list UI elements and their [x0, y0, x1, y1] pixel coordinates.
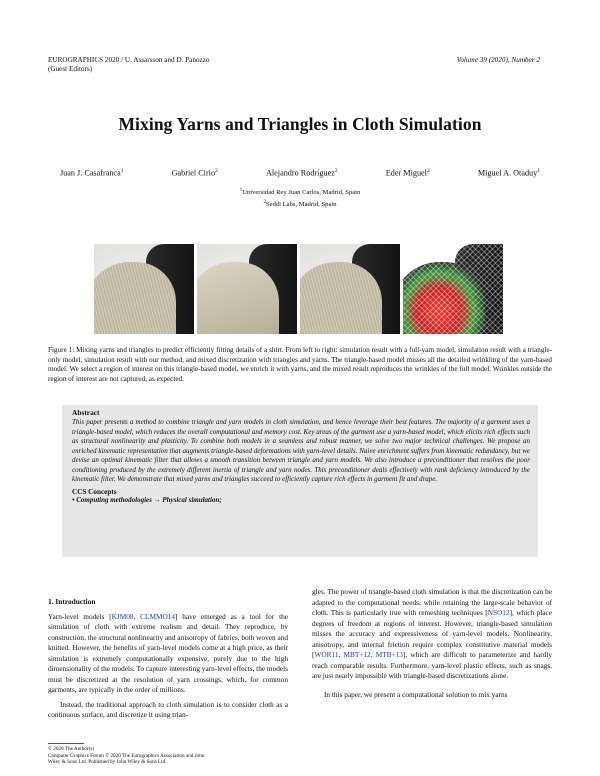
citation-link[interactable]: KJM08, CLMMO14 [111, 611, 176, 621]
figure-panel-full-yarn [94, 244, 194, 334]
intro-paragraph-3: In this paper, we present a computational solution to mix yarns [324, 689, 508, 699]
author: Juan J. Casafranca$^1$ [60, 168, 124, 178]
affiliation: $^2$Seddi Labs, Madrid, Spain [263, 199, 337, 208]
author: Gabriel Cirio$^2$ [171, 168, 218, 178]
abstract-text: This paper presents a method to combine triangle and yarn models in cloth simulation, and hence leverage their best features. The majority of a garment uses a triangle-based model, which reduces the overall computational and memory cost. Key areas of the garment use a yarn-based model, which elicits rich effects such as structural nonlinearity and plasticity. To combine both models in a seamless and robust manner, we solve two major technical challenges. We propose an enriched kinematic representation that augments triangle-based deformations with yarn-level details. Naive enrichment suffers from kinematic redundancy, but we devise an optimal kinematic filter that allows a smooth transition between triangle and yarn models. We also introduce a preconditioner that resolves the poor conditioning produced by the extremely different inertia of triangle and yarn nodes. This preconditioner deals effectively with rank deficiency introduced by the kinematic filter. We demonstrate that mixed yarns and triangles succeed to efficiently capture rich effects in garment fit and drape. [72, 418, 530, 483]
running-header-left [48, 56, 210, 74]
copyright-line: © 2020 The Author(s) [48, 746, 95, 752]
right-column [312, 587, 552, 700]
author: Alejandro Rodríguez$^2$ [265, 168, 338, 178]
figure-caption: Figure 1: Mixing yarns and triangles to predict efficiently fitting details of a shirt. From left to right: simulation result with a full-yarn model, simulation result with a triangle-only model, simulation result with our method, and mixed discretization with triangles and yarns. The triangle-based model misses all the detailed wrinkling of the yarn-based model. We select a region of interest on this triangle-based model, we enrich it with yarns, and the mixed result reproduces the wrinkles of the full model. Wrinkles outside the region of interest are not captured, as expected. [48, 346, 552, 384]
teaser-figure [94, 244, 503, 334]
copyright-line: Computer Graphics Forum © 2020 The Eurographics Association and John [48, 752, 205, 759]
citation-link[interactable]: WOR11, MBT+12, MTB+13 [314, 650, 403, 659]
volume-info: Volume 39 (2020), Number 2 [456, 56, 540, 64]
guest-editors-line: (Guest Editors) [48, 65, 93, 73]
copyright-footer [48, 746, 204, 766]
figure-panel-mixed-discretization [403, 244, 503, 334]
abstract-box [62, 405, 538, 557]
footer-rule [48, 743, 84, 744]
section-heading: 1. Introduction [48, 597, 96, 606]
figure-panel-triangle-only [197, 244, 297, 334]
intro-paragraph-2: Instead, the traditional approach to cloth simulation is to consider cloth as a continuous surface, and discretize it using trian- [48, 699, 288, 719]
conference-line: EUROGRAPHICS 2020 / U. Assarsson and D. Panozzo [48, 56, 210, 64]
intro-paragraph-1: Yarn-level models [KJM08, CLMMO14] have emerged as a tool for the simulation of cloth with extreme realism and detail. They reproduce, by construction, the structural nonlinearity and anisotropy of fabrics, both woven and knitted. However, the benefits of yarn-level models come at a high price, as their simulation is extremely computationally expensive, purely due to the high dimensionality of the models. To capture interesting yarn-level effects, the models must be discretized at the resolution of yarn crossings, which, for common garments, are typically in the order of millions. [48, 611, 288, 694]
author: Miguel A. Otaduy$^1$ [477, 168, 540, 178]
affiliations [0, 186, 600, 209]
citation-link[interactable]: NSO12 [487, 608, 510, 617]
copyright-line: Wiley & Sons Ltd. Published by John Wiley & Sons Ltd. [48, 759, 167, 765]
paper-title: Mixing Yarns and Triangles in Cloth Simulation [118, 114, 482, 134]
author-list [60, 168, 540, 178]
intro-paragraph-continued: gles. The power of triangle-based cloth simulation is that the discretization can be adapted to the computational needs, while retaining the large-scale behavior of cloth. This is particularly true with remeshing techniques [NSO12], which place degrees of freedom at regions of interest. However, triangle-based simulation misses the accuracy and expressiveness of yarn-level models. Nonlinearity, anisotropy, and internal friction require complex constitutive material models [WOR11, MBT+12, MTB+13], which are difficult to parameterize and hardly reach comparable results. Furthermore, yarn-level plastic effects, such as snags, are just nearly impossible with triangle-based discretizations alone. [312, 587, 552, 680]
left-column [48, 597, 288, 721]
affiliation: $^1$Universidad Rey Juan Carlos, Madrid, Spain [239, 188, 361, 197]
ccs-heading: CCS Concepts [72, 487, 117, 496]
figure-panel-mixed-result [300, 244, 400, 334]
abstract-heading: Abstract [72, 408, 100, 417]
author: Eder Miguel$^2$ [385, 168, 430, 178]
ccs-concepts: • Computing methodologies → Physical simulation; [72, 495, 222, 504]
